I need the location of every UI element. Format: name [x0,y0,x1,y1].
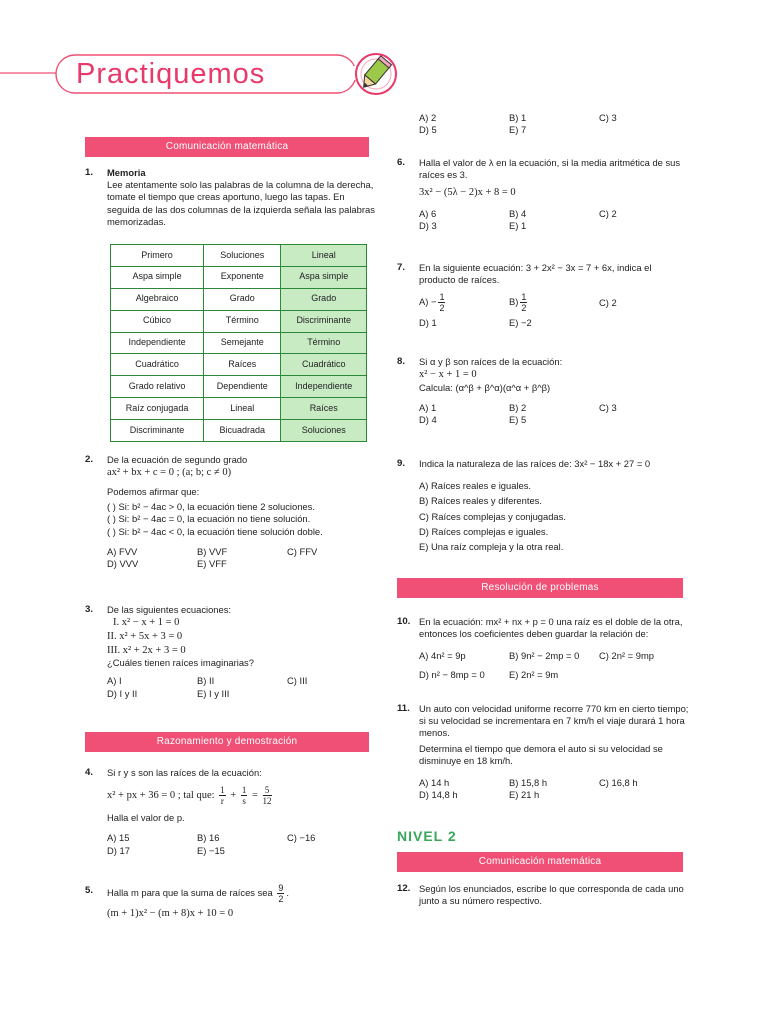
table-cell: Bicuadrada [204,420,281,442]
option[interactable]: E) −15 [197,844,225,856]
option[interactable]: B) II [197,675,215,687]
options [419,777,687,801]
fraction [520,292,527,313]
option[interactable]: E) 2n² = 9m [509,668,559,680]
question-text: Halla m para que la suma de raíces sea [107,886,273,898]
table-cell: Aspa simple [111,266,204,288]
table-cell: Algebraico [111,288,204,310]
options [419,208,687,232]
statement-line: ( ) Si: b² − 4ac > 0, la ecuación tiene 2 soluciones. [107,501,315,513]
denominator: s [242,796,246,807]
question-text-line: Según los enunciados, escribe lo que corresponda de cada uno [419,883,684,894]
question-text-line: Lee atentamente solo las palabras de la columna de la derecha, [107,179,374,191]
question-number: 6. [397,157,406,168]
question-text-line: disminuye en 18 km/h. [419,754,513,766]
options [107,546,375,570]
option[interactable]: C) −16 [287,832,316,844]
options [107,675,375,699]
option[interactable]: D) 3 [419,220,437,232]
question-text-line: junto a su número respectivo. [419,895,542,907]
question-text-line: Indica la naturaleza de las raíces de: 3x² − 18x + 27 = 0 [419,458,651,469]
option[interactable]: B) 9n² − 2mp = 0 [509,650,580,662]
question-number: 3. [85,604,94,615]
option[interactable]: C) 3 [599,112,617,123]
fraction [263,785,272,806]
option[interactable]: A) Raíces reales e iguales. [419,480,532,492]
denominator: 12 [262,796,272,807]
fraction [277,883,284,904]
equation: ax² + bx + c = 0 ; (a; b; c ≠ 0) [107,467,232,479]
question-text-line: De las siguientes ecuaciones: [107,604,232,615]
options [419,292,687,329]
numerator: 1 [521,292,527,303]
option[interactable]: B) VVF [197,545,228,557]
memory-table [110,244,367,442]
option[interactable]: A) FVV [107,545,138,557]
question-number: 12. [397,883,411,894]
option[interactable]: E) 21 h [509,789,540,801]
table-cell: Cuadrático [111,354,204,376]
pencil-icon [356,54,396,94]
numerator: 1 [220,785,225,796]
table-cell: Cuadrático [281,354,367,376]
table-cell: Primero [111,245,204,267]
equation: 3x² − (5λ − 2)x + 8 = 0 [419,187,516,199]
option[interactable] [509,292,599,313]
table-row [111,288,367,310]
numerator: 1 [439,292,445,303]
option[interactable]: C) FFV [287,545,318,557]
table-cell: Semejante [204,332,281,354]
table-cell: Exponente [204,266,281,288]
section-header-resolucion: Resolución de problemas [397,578,683,598]
question-text-line: tomate el tiempo que creas aportuno, luego las tapas. En [107,191,345,203]
option[interactable]: E) 1 [509,220,527,232]
question-text-line [107,883,375,904]
punctuation: . [286,886,289,898]
option[interactable]: D) 14,8 h [419,789,458,801]
table-cell: Término [204,310,281,332]
option[interactable]: E) Una raíz compleja y la otra real. [419,541,564,553]
denominator: 2 [278,894,284,904]
table-cell: Lineal [204,398,281,420]
option[interactable]: C) 2n² = 9mp [599,650,654,662]
option[interactable]: E) −2 [509,317,532,329]
question-number: 4. [85,767,94,778]
statement-line: ( ) Si: b² − 4ac = 0, la ecuación no tiene solución. [107,513,311,525]
table-row [111,398,367,420]
question-number: 11. [397,703,410,714]
option-label: B) [509,296,519,308]
option[interactable]: B) 4 [509,208,527,220]
option[interactable]: E) VFF [197,557,227,569]
options [419,402,687,426]
equation [107,785,375,806]
page-title: Practiquemos [76,58,266,90]
option[interactable]: D) 5 [419,124,437,136]
question-5-options [419,112,709,136]
question-text-line: Si α y β son raíces de la ecuación: [419,356,563,367]
option[interactable]: B) 2 [509,402,527,414]
table-cell: Término [281,332,367,354]
option[interactable]: E) 7 [509,124,527,136]
option[interactable]: C) Raíces complejas y conjugadas. [419,510,566,522]
table-cell: Grado [204,288,281,310]
option[interactable]: A) 6 [419,208,437,220]
equation-text: x² + px + 36 = 0 ; tal que: [107,790,215,802]
equation: III. x² + 2x + 3 = 0 [107,644,186,656]
question-text-line: entonces los coeficientes deben guardar la relación de: [419,628,649,640]
operator: + [230,790,237,802]
section-header-comunicacion-2: Comunicación matemática [397,852,683,872]
option[interactable]: D) I y II [107,687,138,699]
equation: (m + 1)x² − (m + 8)x + 10 = 0 [107,908,234,919]
option[interactable] [419,292,509,313]
table-row [111,332,367,354]
options [107,832,375,856]
table-cell: Grado relativo [111,376,204,398]
option[interactable]: A) 1 [419,402,437,414]
question-text-line: memorizadas. [107,215,166,227]
option[interactable]: E) 5 [509,414,527,426]
option[interactable]: B) 1 [509,112,527,123]
question-text-line: Halla el valor de p. [107,812,185,824]
denominator: 2 [439,303,445,314]
table-row [111,376,367,398]
option[interactable]: D) Raíces complejas e iguales. [419,525,549,537]
table-cell: Raíces [281,398,367,420]
level-heading: NIVEL 2 [397,828,457,844]
question-text-line: Calcula: (α^β + β^α)(α^α + β^β) [419,381,551,393]
table-cell: Lineal [281,245,367,267]
question-text-line: Si r y s son las raíces de la ecuación: [107,767,262,778]
section-header-razonamiento: Razonamiento y demostración [85,732,369,752]
numerator: 5 [263,785,272,796]
table-row [111,310,367,332]
table-cell: Independiente [111,332,204,354]
question-text-line: Un auto con velocidad uniforme recorre 770 km en cierto tiempo; [419,703,689,714]
table-row [111,245,367,267]
fraction [219,785,226,806]
table-cell: Soluciones [204,245,281,267]
section-header-comunicacion: Comunicación matemática [85,137,369,157]
option[interactable]: C) III [287,675,308,687]
table-cell: Dependiente [204,376,281,398]
table-cell: Cúbico [111,310,204,332]
equation: I. x² − x + 1 = 0 [113,617,180,629]
statement-line: ( ) Si: b² − 4ac < 0, la ecuación tiene solución doble. [107,525,323,537]
numerator: 9 [278,883,284,893]
option[interactable]: C) 16,8 h [599,777,638,789]
table-cell: Discriminante [281,310,367,332]
question-text-line: menos. [419,727,450,739]
question-text-line: seguida de las dos columnas de la izquierda señala las palabras [107,203,375,215]
option[interactable]: A) 4n² = 9p [419,650,466,662]
option[interactable]: B) 16 [197,832,220,844]
option[interactable]: E) I y III [197,687,230,699]
question-number: 9. [397,458,406,469]
option[interactable]: D) VVV [107,557,139,569]
question-text-line: Podemos afirmar que: [107,485,200,497]
fraction [438,292,445,313]
question-text-line: raíces es 3. [419,169,468,181]
question-text-line: En la ecuación: mx² + nx + p = 0 una raíz es el doble de la otra, [419,616,683,627]
option-label: A) − [419,296,437,308]
question-number: 5. [85,885,94,896]
option[interactable]: A) 2 [419,112,437,123]
question-number: 7. [397,262,406,273]
question-number: 1. [85,167,94,178]
question-text-line: Determina el tiempo que demora el auto si su velocidad se [419,742,663,754]
option[interactable]: A) 14 h [419,777,450,789]
question-text-line: ¿Cuáles tienen raíces imaginarias? [107,657,254,669]
table-row [111,420,367,442]
option[interactable]: D) 1 [419,317,437,329]
table-cell: Raíz conjugada [111,398,204,420]
question-number: 10. [397,616,411,627]
denominator: 2 [521,303,527,314]
option[interactable]: D) n² − 8mp = 0 [419,668,485,680]
table-row [111,266,367,288]
equation: x² − x + 1 = 0 [419,369,477,381]
option[interactable]: C) 3 [599,402,617,414]
denominator: r [220,796,224,807]
table-cell: Independiente [281,376,367,398]
question-text-line: De la ecuación de segundo grado [107,454,248,465]
option[interactable]: C) 2 [599,208,617,220]
question-text-line: Halla el valor de λ en la ecuación, si la media aritmética de sus [419,157,681,168]
operator: = [251,790,258,802]
question-text-line: En la siguiente ecuación: 3 + 2x² − 3x = 7 + 6x, indica el [419,262,652,273]
option[interactable]: D) 17 [107,844,130,856]
table-cell: Grado [281,288,367,310]
numerator: 1 [241,785,247,796]
option[interactable]: A) 15 [107,832,130,844]
question-number: 8. [397,356,406,367]
option[interactable]: D) 4 [419,414,437,426]
option[interactable]: A) I [107,675,122,687]
option[interactable]: B) Raíces reales y diferentes. [419,495,542,507]
question-title: Memoria [107,167,146,178]
table-cell: Discriminante [111,420,204,442]
table-cell: Soluciones [281,420,367,442]
option[interactable]: B) 15,8 h [509,777,548,789]
equation: II. x² + 5x + 3 = 0 [107,630,183,642]
fraction [241,785,248,806]
options [419,112,709,136]
question-text-line: si su velocidad se incrementara en 7 km/h el viaje durará 1 hora [419,715,685,727]
options [419,650,687,680]
table-cell: Raíces [204,354,281,376]
question-number: 2. [85,454,94,465]
table-row [111,354,367,376]
question-text-line: producto de raíces. [419,274,500,286]
table-cell: Aspa simple [281,266,367,288]
option[interactable]: C) 2 [599,296,617,308]
